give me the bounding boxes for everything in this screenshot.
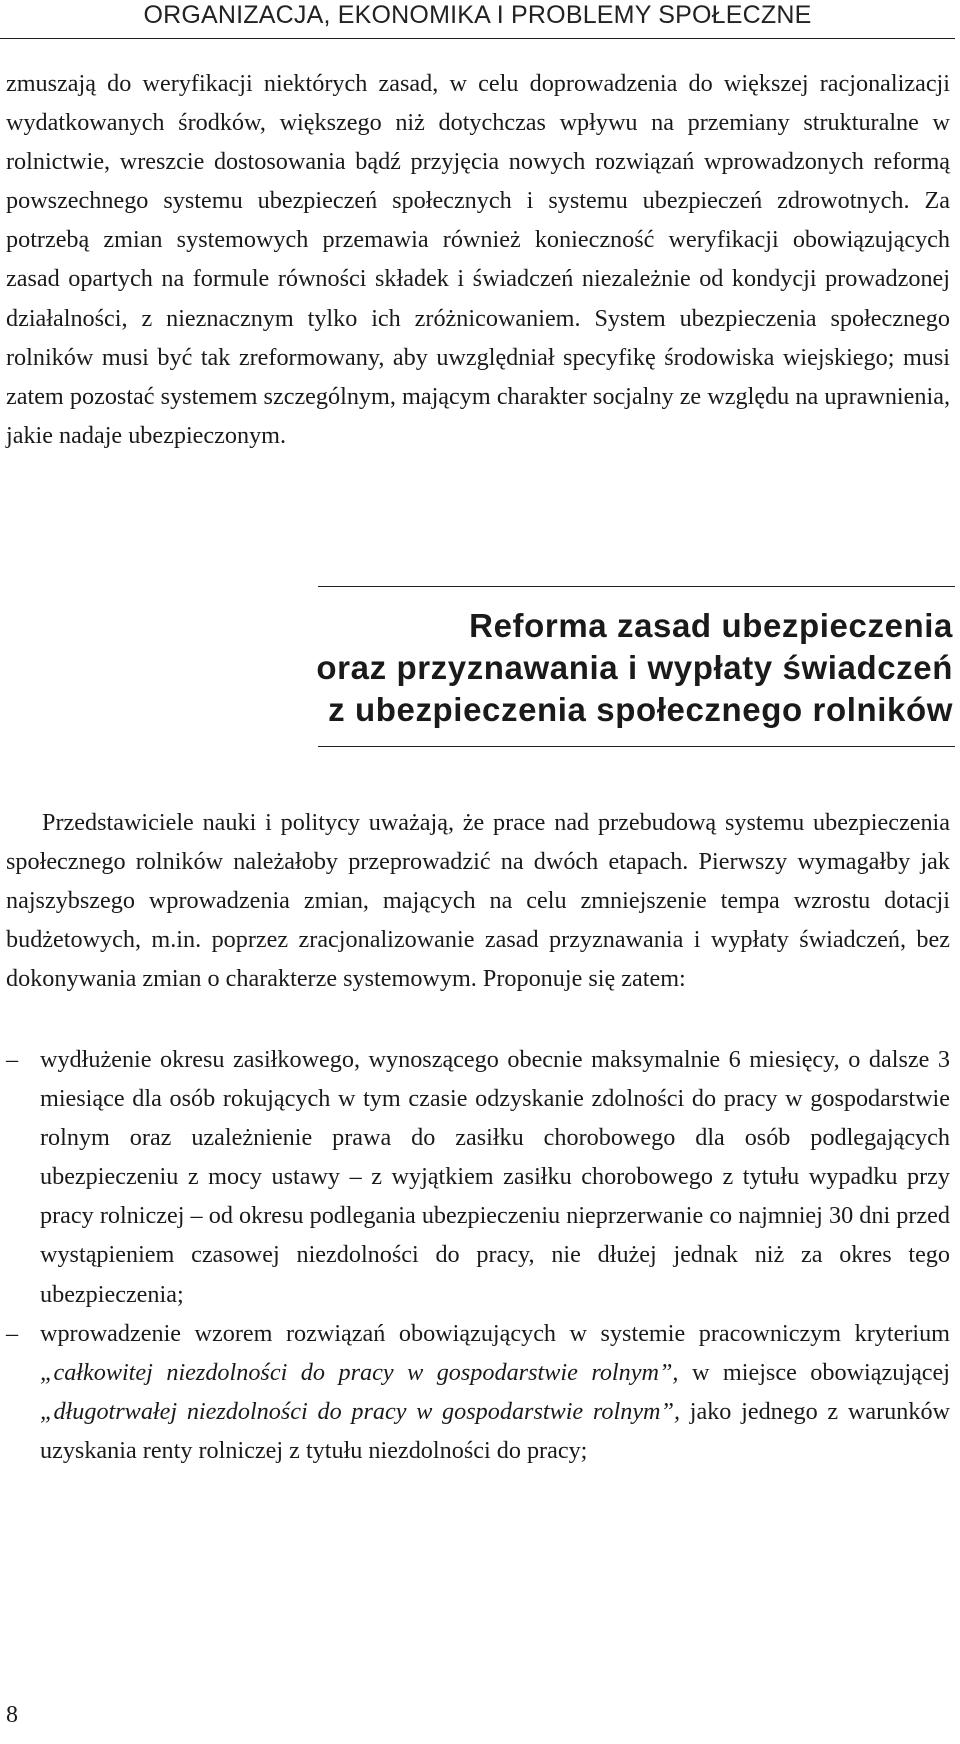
section-heading	[60, 605, 953, 731]
heading-rule-top	[318, 586, 955, 587]
running-head-text: ORGANIZACJA, EKONOMIKA I PROBLEMY SPOŁECZNE	[143, 1, 812, 29]
paragraph-2: Przedstawiciele nauki i politycy uważają, że prace nad przebudową systemu ubezpieczenia społecznego rolników należałoby przeprowadzić na dwóch etapach. Pierwszy wymagałby jak najszybszego wprowadzenia zmian, mających na celu zmniejszenie tempa wzrostu dotacji budżetowych, m.in. poprzez zracjonalizowanie zasad przyznawania i wypłaty świadczeń, bez dokonywania zmian o charakterze systemowym. Proponuje się zatem:	[6, 809, 950, 993]
section-heading-line-2: oraz przyznawania i wypłaty świadczeń	[316, 649, 953, 686]
list-item-text: wydłużenie okresu zasiłkowego, wynoszącego obecnie maksymalnie 6 miesięcy, o dalsze 3 miesiące dla osób rokujących w tym czasie odzyskanie zdolności do pracy w gospodarstwie rolnym oraz uzależnienie prawa do zasiłku chorobowego dla osób podlegających ubezpieczeniu z mocy ustawy – z wyjątkiem zasiłku chorobowego z tytułu wypadku przy pracy rolniczej – od okresu podlegania ubezpieczeniu nieprzerwanie co najmniej 30 dni przed wystąpieniem czasowej niezdolności do pracy, nie dłużej jednak niż za okres tego ubezpieczenia;	[40, 1046, 950, 1308]
list-item	[6, 1314, 950, 1470]
list-item-italic-1: „całkowitej niezdolności do pracy w gospodarstwie rolnym”,	[40, 1358, 679, 1386]
page-number: 8	[6, 1702, 18, 1728]
list-dash: –	[6, 1046, 19, 1073]
running-head	[0, 0, 955, 39]
list-item	[6, 1040, 950, 1314]
list-item-text-part-3: jako jednego z warunków uzyskania renty rolniczej z tytułu niezdolności do pracy;	[40, 1397, 951, 1464]
section-heading-line-1: Reforma zasad ubezpieczenia	[469, 607, 953, 644]
proposal-list	[6, 1040, 950, 1470]
heading-rule-bottom	[318, 746, 955, 747]
list-item-italic-2: „długotrwałej niezdolności do pracy w gospodarstwie rolnym”,	[40, 1397, 681, 1425]
list-item-text-part-2: w miejsce obowiązującej	[678, 1358, 950, 1386]
list-item-text-part-1: wprowadzenie wzorem rozwiązań obowiązujących w systemie pracowniczym kryterium	[40, 1319, 950, 1347]
paragraph-1: zmuszają do weryfikacji niektórych zasad, w celu doprowadzenia do większej racjonalizacji wydatkowanych środków, większego niż dotychczas wpływu na przemiany strukturalne w rolnictwie, wreszcie dostosowania bądź przyjęcia nowych rozwiązań wprowadzonych reformą powszechnego systemu ubezpieczeń społecznych i systemu ubezpieczeń zdrowotnych. Za potrzebą zmian systemowych przemawia również konieczność weryfikacji obowiązujących zasad opartych na formule równości składek i świadczeń niezależnie od kondycji prowadzonej działalności, z nieznacznym tylko ich zróżnicowaniem. System ubezpieczenia społecznego rolników musi być tak zreformowany, aby uwzględniał specyfikę środowiska wiejskiego; musi zatem pozostać systemem szczególnym, mającym charakter socjalny ze względu na uprawnienia, jakie nadaje ubezpieczonym.	[6, 70, 950, 449]
list-dash: –	[6, 1319, 19, 1347]
section-heading-line-3: z ubezpieczenia społecznego rolników	[328, 691, 953, 728]
